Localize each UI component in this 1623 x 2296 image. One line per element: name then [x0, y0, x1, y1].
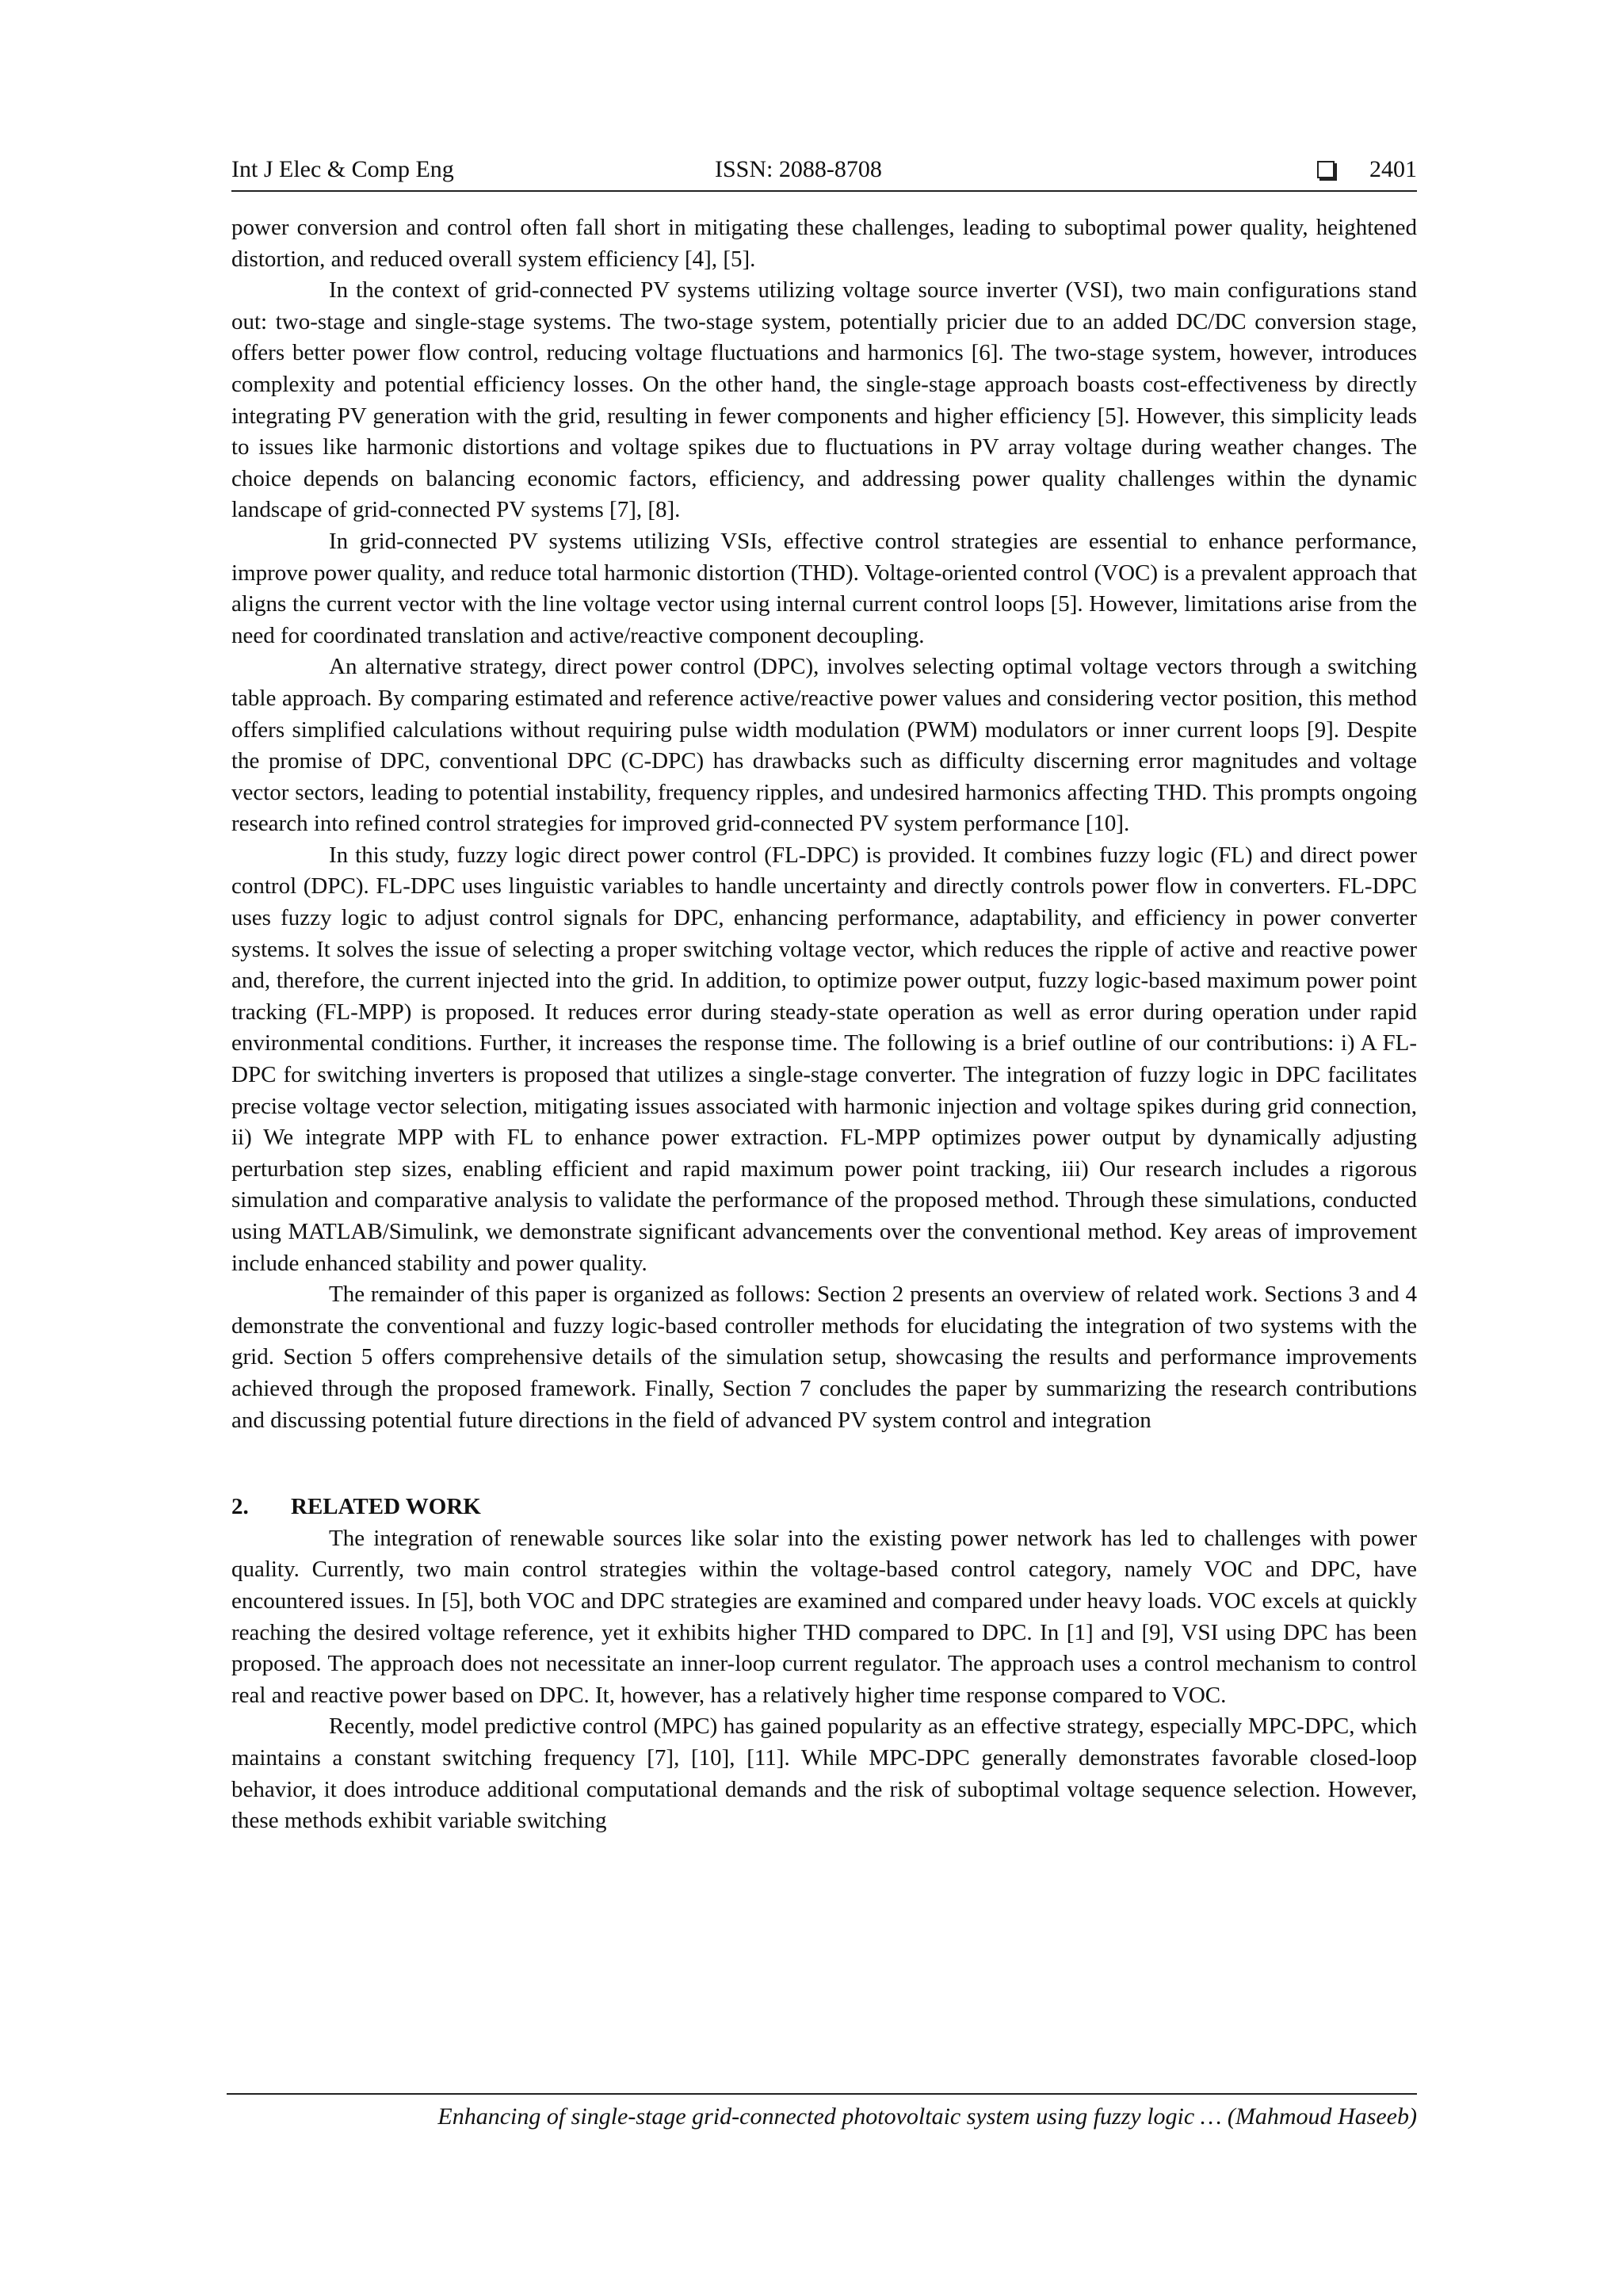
- paragraph: The remainder of this paper is organized as follows: Section 2 presents an overview of related work. Sections 3 and 4 demonstrate the conventional and fuzzy logic-based controller methods for elucidating the integration of two systems with the grid. Section 5 offers comprehensive details of the simulation setup, showcasing the results and performance improvements achieved through the proposed framework. Finally, Section 7 concludes the paper by summarizing the research contributions and discussing potential future directions in the field of advanced PV system control and integration: [231, 1282, 1417, 1433]
- page-number: 2401: [1369, 156, 1417, 182]
- page-number-group: [1317, 155, 1417, 184]
- body-text: [231, 212, 1417, 1837]
- paragraph: In grid-connected PV systems utilizing VSIs, effective control strategies are essential to enhance performance, improve power quality, and reduce total harmonic distortion (THD). Voltage-oriented control (VOC) is a prevalent approach that aligns the current vector with the line voltage vector using internal current control loops [5]. However, limitations arise from the need for coordinated translation and active/reactive component decoupling.: [231, 528, 1417, 648]
- issn-label: ISSN: 2088-8708: [715, 156, 882, 182]
- running-footer: Enhancing of single-stage grid-connected photovoltaic system using fuzzy logic … (Mahmoud Haseeb): [227, 2093, 1417, 2133]
- section-heading: [231, 1492, 1417, 1523]
- paragraph-continued: power conversion and control often fall short in mitigating these challenges, leading to suboptimal power quality, heightened distortion, and reduced overall system efficiency [4], [5].: [231, 215, 1417, 272]
- paragraph: In this study, fuzzy logic direct power control (FL-DPC) is provided. It combines fuzzy logic (FL) and direct power control (DPC). FL-DPC uses linguistic variables to handle uncertainty and directly controls power flow in converters. FL-DPC uses fuzzy logic to adjust control signals for DPC, enhancing performance, adaptability, and efficiency in power converter systems. It solves the issue of selecting a proper switching voltage vector, which reduces the ripple of active and reactive power and, therefore, the current injected into the grid. In addition, to optimize power output, fuzzy logic-based maximum power point tracking (FL-MPP) is proposed. It reduces error during steady-state operation as well as error during operation under rapid environmental conditions. Further, it increases the response time. The following is a brief outline of our contributions: i) A FL-DPC for switching inverters is proposed that utilizes a single-stage converter. The integration of fuzzy logic in DPC facilitates precise voltage vector selection, mitigating issues associated with harmonic injection and voltage spikes during grid connection, ii) We integrate MPP with FL to enhance power extraction. FL-MPP optimizes power output by dynamically adjusting perturbation step sizes, enabling efficient and rapid maximum power point tracking, iii) Our research includes a rigorous simulation and comparative analysis to validate the performance of the proposed method. Through these simulations, conducted using MATLAB/Simulink, we demonstrate significant advancements over the conventional method. Key areas of improvement include enhanced stability and power quality.: [231, 842, 1417, 1276]
- section-number: 2.: [231, 1494, 249, 1520]
- paragraph: An alternative strategy, direct power control (DPC), involves selecting optimal voltage vectors through a switching table approach. By comparing estimated and reference active/reactive power values and considering vector position, this method offers simplified calculations without requiring pulse width modulation (PWM) modulators or inner current loops [9]. Despite the promise of DPC, conventional DPC (C-DPC) has drawbacks such as difficulty discerning error magnitudes and voltage vector sectors, leading to potential instability, frequency ripples, and undesired harmonics affecting THD. This prompts ongoing research into refined control strategies for improved grid-connected PV system performance [10].: [231, 654, 1417, 837]
- running-header: [231, 155, 1417, 192]
- square-box-icon: [1317, 161, 1335, 178]
- paragraph: Recently, model predictive control (MPC) has gained popularity as an effective strategy, especially MPC-DPC, which maintains a constant switching frequency [7], [10], [11]. While MPC-DPC generally demonstrates favorable closed-loop behavior, it does introduce additional computational demands and the risk of suboptimal voltage sequence selection. However, these methods exhibit variable switching: [231, 1713, 1417, 1834]
- paragraph: The integration of renewable sources like solar into the existing power network has led to challenges with power quality. Currently, two main control strategies within the voltage-based control category, namely VOC and DPC, have encountered issues. In [5], both VOC and DPC strategies are examined and compared under heavy loads. VOC excels at quickly reaching the desired voltage reference, yet it exhibits higher THD compared to DPC. In [1] and [9], VSI using DPC has been proposed. The approach does not necessitate an inner-loop current regulator. The approach uses a control mechanism to control real and reactive power based on DPC. It, however, has a relatively higher time response compared to VOC.: [231, 1525, 1417, 1708]
- section-title: RELATED WORK: [291, 1494, 481, 1520]
- paragraph: In the context of grid-connected PV systems utilizing voltage source inverter (VSI), two main configurations stand out: two-stage and single-stage systems. The two-stage system, potentially pricier due to an added DC/DC conversion stage, offers better power flow control, reducing voltage fluctuations and harmonics [6]. The two-stage system, however, introduces complexity and potential efficiency losses. On the other hand, the single-stage approach boasts cost-effectiveness by directly integrating PV generation with the grid, resulting in fewer components and higher efficiency [5]. However, this simplicity leads to issues like harmonic distortions and voltage spikes due to fluctuations in PV array voltage during weather changes. The choice depends on balancing economic factors, efficiency, and addressing power quality challenges within the dynamic landscape of grid-connected PV systems [7], [8].: [231, 277, 1417, 523]
- journal-name: Int J Elec & Comp Eng: [231, 156, 454, 182]
